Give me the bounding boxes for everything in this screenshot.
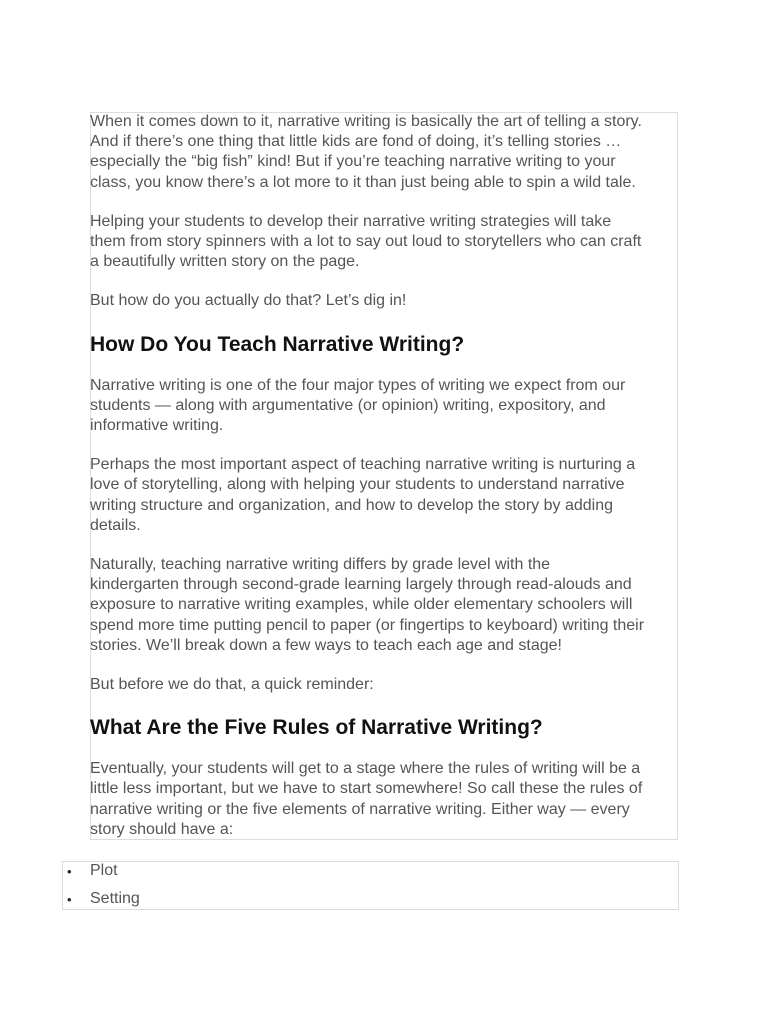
list-item-label: Plot bbox=[90, 862, 118, 879]
types-paragraph: Narrative writing is one of the four major types of writing we expect from our students — along with argumentative (or opinion) writing, expository, and informative writing. bbox=[90, 376, 626, 435]
list-item bbox=[62, 889, 679, 917]
strategies-paragraph: Helping your students to develop their narrative writing strategies will take them from story spinners with a lot to say out loud to storytellers who can craft a beautifully written story on the page. bbox=[90, 212, 642, 271]
importance-paragraph: Perhaps the most important aspect of teaching narrative writing is nurturing a love of storytelling, along with helping your students to understand narrative writing structure and organization, and how to develop the story by adding details. bbox=[90, 456, 636, 534]
reminder-paragraph: But before we do that, a quick reminder: bbox=[90, 676, 374, 694]
bullet-icon: • bbox=[67, 892, 72, 907]
list-item-label: Setting bbox=[90, 890, 140, 907]
bullet-icon: • bbox=[67, 864, 72, 879]
grade-level-paragraph: Naturally, teaching narrative writing differs by grade level with the kindergarten through second-grade learning largely through read-alouds and exposure to narrative writing examples, while older elementary schoolers will spend more time putting pencil to paper (or fingertips to keyboard) writing their stories. We’ll break down a few ways to teach each age and stage! bbox=[90, 556, 645, 654]
rules-paragraph: Eventually, your students will get to a stage where the rules of writing will be a little less important, but we have to start somewhere! So call these the rules of narrative writing or the five elements of narrative writing. Either way — every story should have a: bbox=[90, 760, 643, 838]
elements-list bbox=[62, 861, 679, 917]
intro-paragraph: When it comes down to it, narrative writing is basically the art of telling a story. And if there’s one thing that little kids are fond of doing, it’s telling stories … especially the “big fish” kind! But if you’re teaching narrative writing to your class, you know there’s a lot more to it than just being able to spin a wild tale. bbox=[90, 113, 642, 191]
heading-five-rules: What Are the Five Rules of Narrative Writing? bbox=[90, 716, 543, 740]
list-item bbox=[62, 861, 679, 889]
article-body bbox=[90, 112, 680, 840]
dig-in-paragraph: But how do you actually do that? Let’s dig in! bbox=[90, 292, 407, 310]
heading-how-to-teach: How Do You Teach Narrative Writing? bbox=[90, 332, 465, 356]
